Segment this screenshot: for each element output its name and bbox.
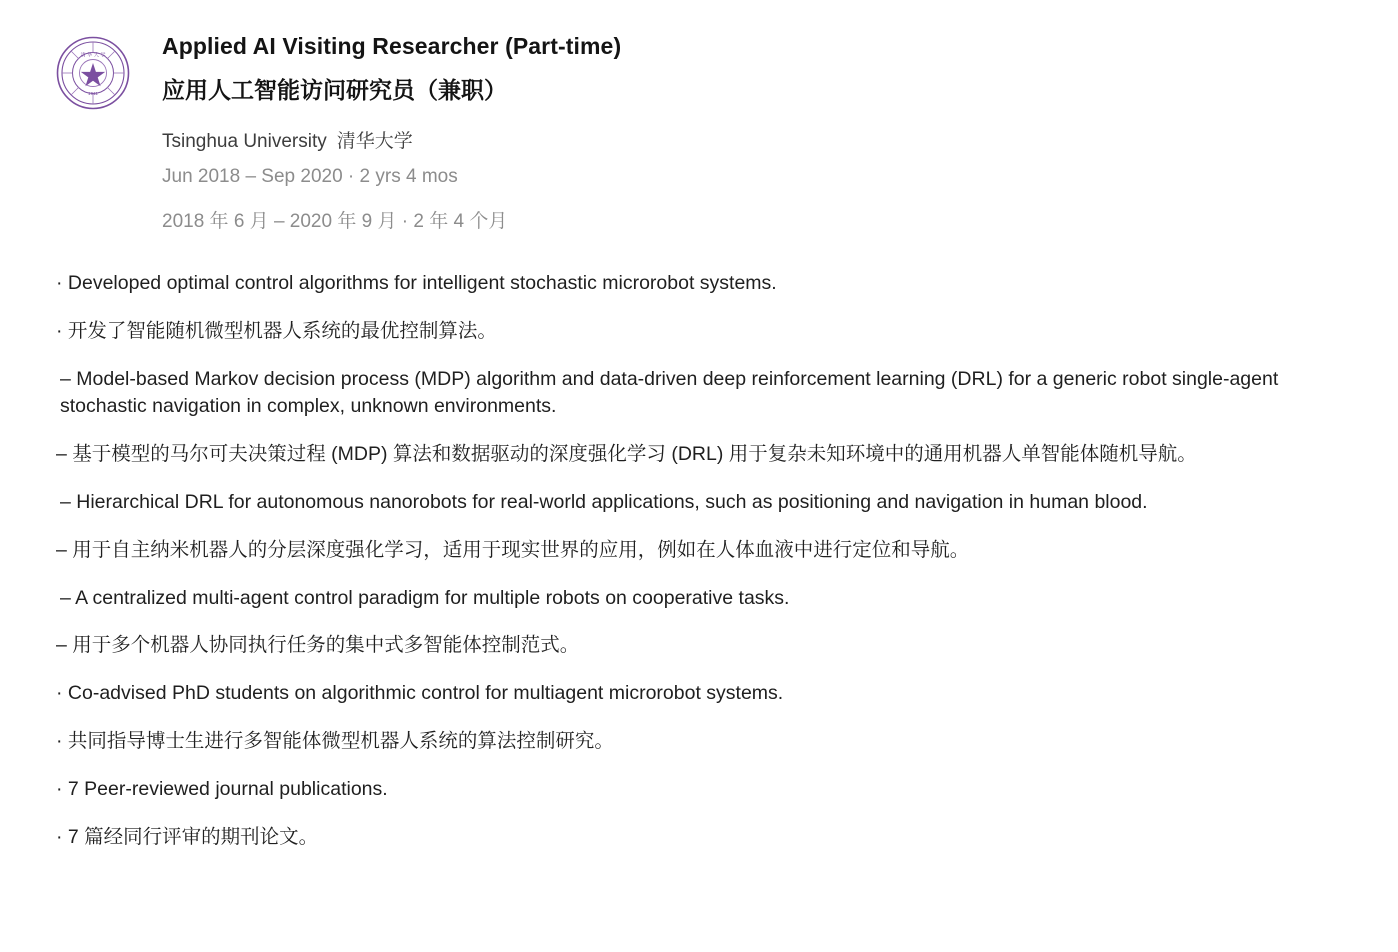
entry-header [56, 32, 1358, 234]
tsinghua-university-seal-icon [56, 36, 130, 110]
description-line: – Hierarchical DRL for autonomous nanorobots for real-world applications, such as positioning and navigation in human blood. [60, 490, 1148, 513]
organization-name-zh: 清华大学 [336, 131, 413, 153]
date-range-zh: 2018 年 6 月 – 2020 年 9 月 · 2 年 4 个月 [162, 210, 508, 232]
description-line: · Co-advised PhD students on algorithmic control for multiagent microrobot systems. [56, 682, 784, 705]
organization-name-en: Tsinghua University [162, 131, 327, 153]
description-line: – 基于模型的马尔可夫决策过程 (MDP) 算法和数据驱动的深度强化学习 (DRL) 用于复杂未知环境中的通用机器人单智能体随机导航。 [56, 442, 1197, 465]
entry-header-text [130, 32, 1358, 234]
description-line: · 7 篇经同行评审的期刊论文。 [56, 826, 319, 849]
svg-text:清 华 大 学: 清 华 大 学 [80, 52, 106, 59]
description-line: – Model-based Markov decision process (MDP) algorithm and data-driven deep reinforcement learning (DRL) for a generic robot single-agent stochastic navigation in complex, unknown environments. [60, 367, 1279, 417]
svg-text:1911: 1911 [88, 91, 98, 96]
description-line: · 开发了智能随机微型机器人系统的最优控制算法。 [56, 320, 497, 343]
description-line: · 共同指导博士生进行多智能体微型机器人系统的算法控制研究。 [56, 730, 614, 753]
job-title-en: Applied AI Visiting Researcher (Part-time) [162, 33, 622, 59]
description-line: – A centralized multi-agent control paradigm for multiple robots on cooperative tasks. [60, 586, 790, 609]
entry-description [56, 270, 1358, 851]
job-title-zh: 应用人工智能访问研究员（兼职） [162, 76, 507, 103]
organization [162, 129, 1358, 155]
description-line: – 用于自主纳米机器人的分层深度强化学习，适用于现实世界的应用，例如在人体血液中进行定位和导航。 [56, 538, 970, 561]
description-line: – 用于多个机器人协同执行任务的集中式多智能体控制范式。 [56, 634, 580, 657]
description-line: · Developed optimal control algorithms for intelligent stochastic microrobot systems. [56, 272, 777, 295]
description-line: · 7 Peer-reviewed journal publications. [56, 778, 388, 801]
date-range-en: Jun 2018 – Sep 2020 · 2 yrs 4 mos [162, 165, 458, 187]
